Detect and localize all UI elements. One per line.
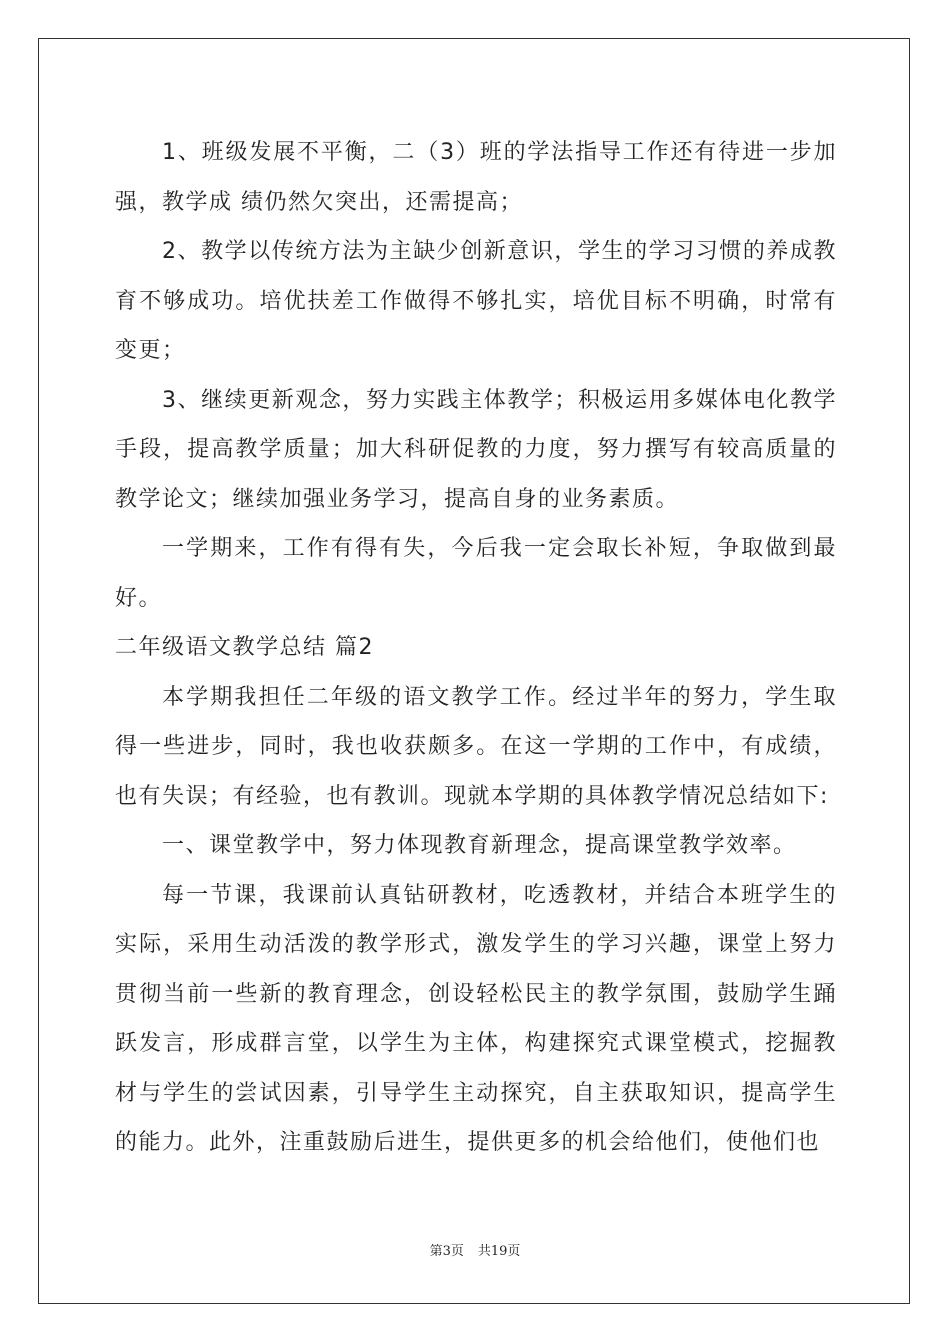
paragraph-6: 一、课堂教学中，努力体现教育新理念，提高课堂教学效率。 xyxy=(162,833,797,858)
page-total: 共19页 xyxy=(477,1244,521,1259)
document-body xyxy=(115,128,837,1168)
paragraph-7: 每一节课，我课前认真钻研教材，吃透教材，并结合本班学生的实际，采用生动活泼的教学形式，激发学生的学习兴趣，课堂上努力贯彻当前一些新的教育理念，创设轻松民主的教学氛围，鼓励学生踊跃发言，形成群言堂，以学生为主体，构建探究式课堂模式，挖掘教材与学生的尝试因素，引导学生主动探究，自主获取知识，提高学生的能力。此外，注重鼓励后进生，提供更多的机会给他们，使他们也 xyxy=(115,882,837,1155)
paragraph-3: 3、继续更新观念，努力实践主体教学；积极运用多媒体电化教学手段，提高教学质量；加大科研促教的力度，努力撰写有较高质量的教学论文；继续加强业务学习，提高自身的业务素质。 xyxy=(115,387,837,512)
paragraph-1: 1、班级发展不平衡，二（3）班的学法指导工作还有待进一步加强，教学成 绩仍然欠突出，还需提高； xyxy=(115,140,837,215)
page-footer xyxy=(0,1240,950,1259)
paragraph-4: 一学期来，工作有得有失，今后我一定会取长补短，争取做到最好。 xyxy=(115,536,837,611)
paragraph-2: 2、教学以传统方法为主缺少创新意识，学生的学习习惯的养成教育不够成功。培优扶差工作做得不够扎实，培优目标不明确，时常有变更； xyxy=(115,239,837,363)
paragraph-5: 本学期我担任二年级的语文教学工作。经过半年的努力，学生取得一些进步，同时，我也收获颇多。在这一学期的工作中，有成绩，也有失误；有经验，也有教训。现就本学期的具体教学情况总结如下: xyxy=(115,684,837,809)
page-number: 第3页 xyxy=(429,1244,464,1259)
section-heading: 二年级语文教学总结 篇2 xyxy=(115,635,374,660)
